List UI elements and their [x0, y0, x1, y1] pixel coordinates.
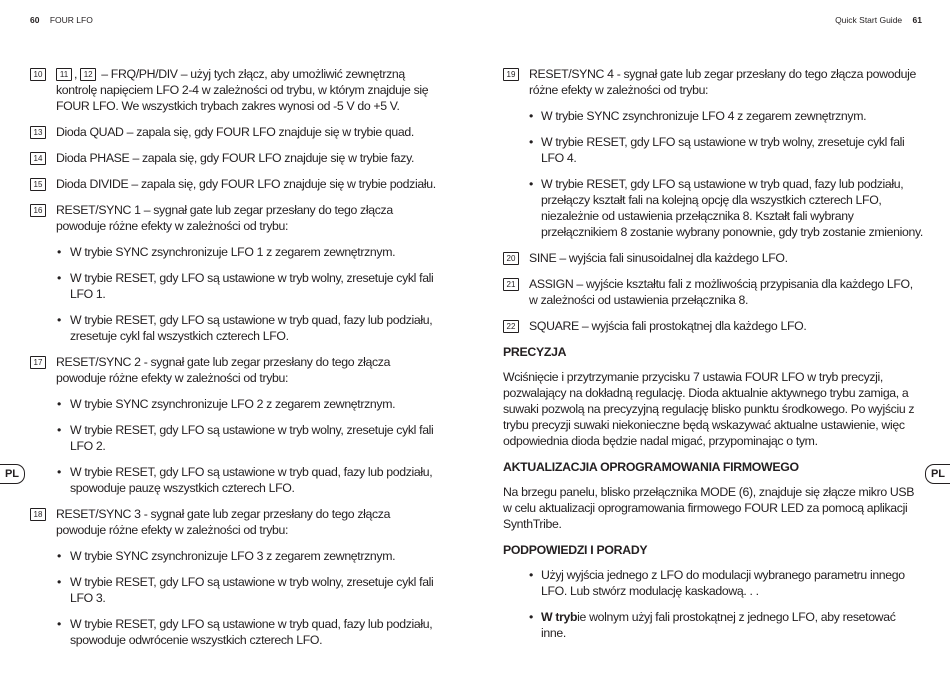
callout-separator: , — [74, 67, 78, 81]
language-tab: PL — [925, 464, 950, 484]
right-column — [503, 66, 923, 651]
bullet-item: • W trybie RESET, gdy LFO są ustawione w tryb quad, fazy lub podziału, przełączy kształt fali na kolejną opcję dla wszystkich czterech LFO, niezależnie od ustawienia przełącznika 8. Kształt fali wybrany przełącznikiem 8 zostanie wybrany ponownie, gdy tryb zostanie zmieniony. — [503, 176, 923, 240]
item-22 — [503, 318, 923, 334]
bullet-item: • W trybie SYNC zsynchronizuje LFO 4 z zegarem zewnętrznym. — [503, 108, 923, 124]
bullet-item: • W trybie SYNC zsynchronizuje LFO 2 z zegarem zewnętrznym. — [30, 396, 442, 412]
item-text: ASSIGN – wyjście kształtu fali z możliwością przypisania dla każdego LFO, w zależności od ustawienia przełącznika 8. — [529, 277, 913, 307]
bullet-item — [503, 609, 923, 641]
bullet-item: • W trybie SYNC zsynchronizuje LFO 1 z zegarem zewnętrznym. — [30, 244, 442, 260]
callout-number: 14 — [30, 152, 46, 165]
callout-number: 10 — [30, 68, 46, 81]
item-text: RESET/SYNC 3 - sygnał gate lub zegar przesłany do tego złącza powoduje różne efekty w zależności od trybu: — [56, 507, 391, 537]
bullet-item: • W trybie SYNC zsynchronizuje LFO 3 z zegarem zewnętrznym. — [30, 548, 442, 564]
bullet-item: • W trybie RESET, gdy LFO są ustawione w tryb wolny, zresetuje cykl fali LFO 4. — [503, 134, 923, 166]
item-text: RESET/SYNC 4 - sygnał gate lub zegar przesłany do tego złącza powoduje różne efekty w zależności od trybu: — [529, 67, 916, 97]
bullet-item: • W trybie RESET, gdy LFO są ustawione w tryb wolny, zresetuje cykl fali LFO 2. — [30, 422, 442, 454]
section-heading-firmware: AKTUALIZACJIA OPROGRAMOWANIA FIRMOWEGO — [503, 460, 799, 474]
bullet-item: • W trybie RESET, gdy LFO są ustawione w tryb quad, fazy lub podziału, zresetuje cykl fal wszystkich czterech LFO. — [30, 312, 442, 344]
callout-number: 20 — [503, 252, 519, 265]
bullet-item: • W trybie RESET, gdy LFO są ustawione w tryb wolny, zresetuje cykl fali LFO 3. — [30, 574, 442, 606]
item-18 — [30, 506, 442, 538]
item-20 — [503, 250, 923, 266]
left-column — [30, 66, 442, 658]
bullet-text: ie wolnym użyj fali prostokątnej z jednego LFO, aby resetować inne. — [541, 610, 896, 640]
callout-number: 22 — [503, 320, 519, 333]
item-16 — [30, 202, 442, 234]
item-14 — [30, 150, 442, 166]
callout-number: 17 — [30, 356, 46, 369]
callout-number: 13 — [30, 126, 46, 139]
item-text: SQUARE – wyjścia fali prostokątnej dla każdego LFO. — [529, 319, 807, 333]
item-text: RESET/SYNC 1 – sygnał gate lub zegar przesłany do tego złącza powoduje różne efekty w zależności od trybu: — [56, 203, 393, 233]
callout-number: 12 — [80, 68, 96, 81]
callout-number: 16 — [30, 204, 46, 217]
bold-lead: W tryb — [541, 610, 578, 624]
left-header — [30, 15, 93, 25]
callout-number: 11 — [56, 68, 72, 81]
item-text: – FRQ/PH/DIV – użyj tych złącz, aby umożliwić zewnętrzną kontrolę napięciem LFO 2-4 w zależności od trybu, w którym znajduje się FOUR LFO. We wszystkich trybach zakres wynosi od -5 V do +5 V. — [56, 67, 429, 113]
bullet-item: • W trybie RESET, gdy LFO są ustawione w tryb quad, fazy lub podziału, spowoduje odwrócenie wszystkich czterech LFO. — [30, 616, 442, 648]
callout-number: 19 — [503, 68, 519, 81]
right-header — [835, 15, 922, 25]
item-text: RESET/SYNC 2 - sygnał gate lub zegar przesłany do tego złącza powoduje różne efekty w zależności od trybu: — [56, 355, 391, 385]
section-heading-precision: PRECYZJA — [503, 345, 567, 359]
item-13 — [30, 124, 442, 140]
item-text: Dioda QUAD – zapala się, gdy FOUR LFO znajduje się w trybie quad. — [56, 125, 414, 139]
running-title: Quick Start Guide — [835, 15, 903, 25]
item-15 — [30, 176, 442, 192]
item-text: Dioda PHASE – zapala się, gdy FOUR LFO znajduje się w trybie fazy. — [56, 151, 415, 165]
item-10-12 — [30, 66, 442, 114]
section-heading-tips: PODPOWIEDZI I PORADY — [503, 543, 648, 557]
callout-number: 21 — [503, 278, 519, 291]
callout-number: 18 — [30, 508, 46, 521]
firmware-body: Na brzegu panelu, blisko przełącznika MODE (6), znajduje się złącze mikro USB w celu aktualizacji oprogramowania firmowego FOUR LED za pomocą aplikacji SynthTribe. — [503, 485, 915, 531]
language-tab: PL — [0, 464, 25, 484]
right-page — [475, 0, 950, 674]
item-19 — [503, 66, 923, 98]
page-number: 60 — [30, 15, 40, 25]
page-number: 61 — [912, 15, 922, 25]
bullet-item: • W trybie RESET, gdy LFO są ustawione w tryb wolny, zresetuje cykl fali LFO 1. — [30, 270, 442, 302]
precision-body: Wciśnięcie i przytrzymanie przycisku 7 ustawia FOUR LFO w tryb precyzji, pozwalający na dokładną regulację. Dioda aktualnie aktywnego trybu zamiga, a suwaki pozwolą na precyzyjną regulację blisko punktu środkowego. Po wyjściu z trybu precyzji suwaki niekonieczne będą wskazywać aktualne ustawienie, więc odpowiednia dioda będzie nadal migać, przypominając o tym. — [503, 370, 915, 448]
item-17 — [30, 354, 442, 386]
item-text: Dioda DIVIDE – zapala się, gdy FOUR LFO znajduje się w trybie podziału. — [56, 177, 436, 191]
callout-number: 15 — [30, 178, 46, 191]
bullet-item: • Użyj wyjścia jednego z LFO do modulacji wybranego parametru innego LFO. Lub stwórz modulację kaskadową. . . — [503, 567, 923, 599]
running-title: FOUR LFO — [49, 15, 93, 25]
item-21 — [503, 276, 923, 308]
item-text: SINE – wyjścia fali sinusoidalnej dla każdego LFO. — [529, 251, 788, 265]
bullet-item: • W trybie RESET, gdy LFO są ustawione w tryb quad, fazy lub podziału, spowoduje pauzę wszystkich czterech LFO. — [30, 464, 442, 496]
